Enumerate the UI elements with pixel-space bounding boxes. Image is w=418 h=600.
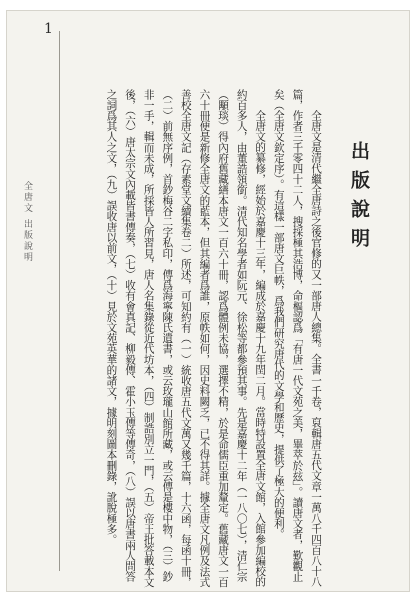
page-number: 1 — [44, 21, 53, 37]
body-text — [75, 89, 325, 589]
paragraph-1: 全唐文是清代繼全唐詩之後官修的又一部唐人總集。全書一千卷，裒輯唐五代文章一萬八千四百八十八篇，作者三千零四十二人，搜採極其浩博，命樞認爲「有唐一代文苑之美，畢萃於玆」。讀唐文者，歎觀止矣（全唐文欽定序）。有這樣一部唐文巨帙，爲我們研究唐代的文學和歷史，提供了極大的便利。 — [272, 89, 322, 588]
page-title: 出版說明 — [348, 141, 370, 257]
running-head: 全唐文 出版說明 — [22, 181, 32, 263]
paragraph-2: 全唐文的纂修，經始於嘉慶十三年，編成於嘉慶十九年閏二月。當時特設置全唐文館，入館參加編校的約百多人，由董誥領銜。清代知名學者如阮元、徐松等都參預其事。先是嘉慶十二年（一八〇七），清仁宗（顒琰）得內府舊藏繕本唐文一百六十冊，認爲體例未協，選擇不精，於是命儒臣重加釐定。舊藏唐文一百六十冊便是新修全唐文的藍本，但其編者爲誰，原帙如何，因史料闕乏，已不得其詳。據全唐文凡例及法式善校全唐文記（存素堂文續集卷二）所述，可知約有（一）統收唐五代文萬又幾千篇，十六函，每函十冊，（二）前無序例，首鈔梅谷二字私印，傳爲海寧陳氏遺書，或云玫瓏山館所藏，或云傳是樓中物，（三）鈔非一手，輯而未成，所採皆人所習見，唐人名集錄從近代坊本，（四）制誥別立一門，（五）帝王批答載本文後，（六）唐太宗文內載皆書傳奏，（七）收有會真記、柳毅傳、霍小玉傳等傳奇，（八）誤以唐書兩人問答之詞爲其人之文，（九）誤收唐以前文，（十）見於文苑英華的諸文，據明刻圖本刪錄，訛脫極多。 — [105, 89, 267, 588]
margin-divider — [59, 31, 60, 571]
book-page — [6, 10, 410, 592]
